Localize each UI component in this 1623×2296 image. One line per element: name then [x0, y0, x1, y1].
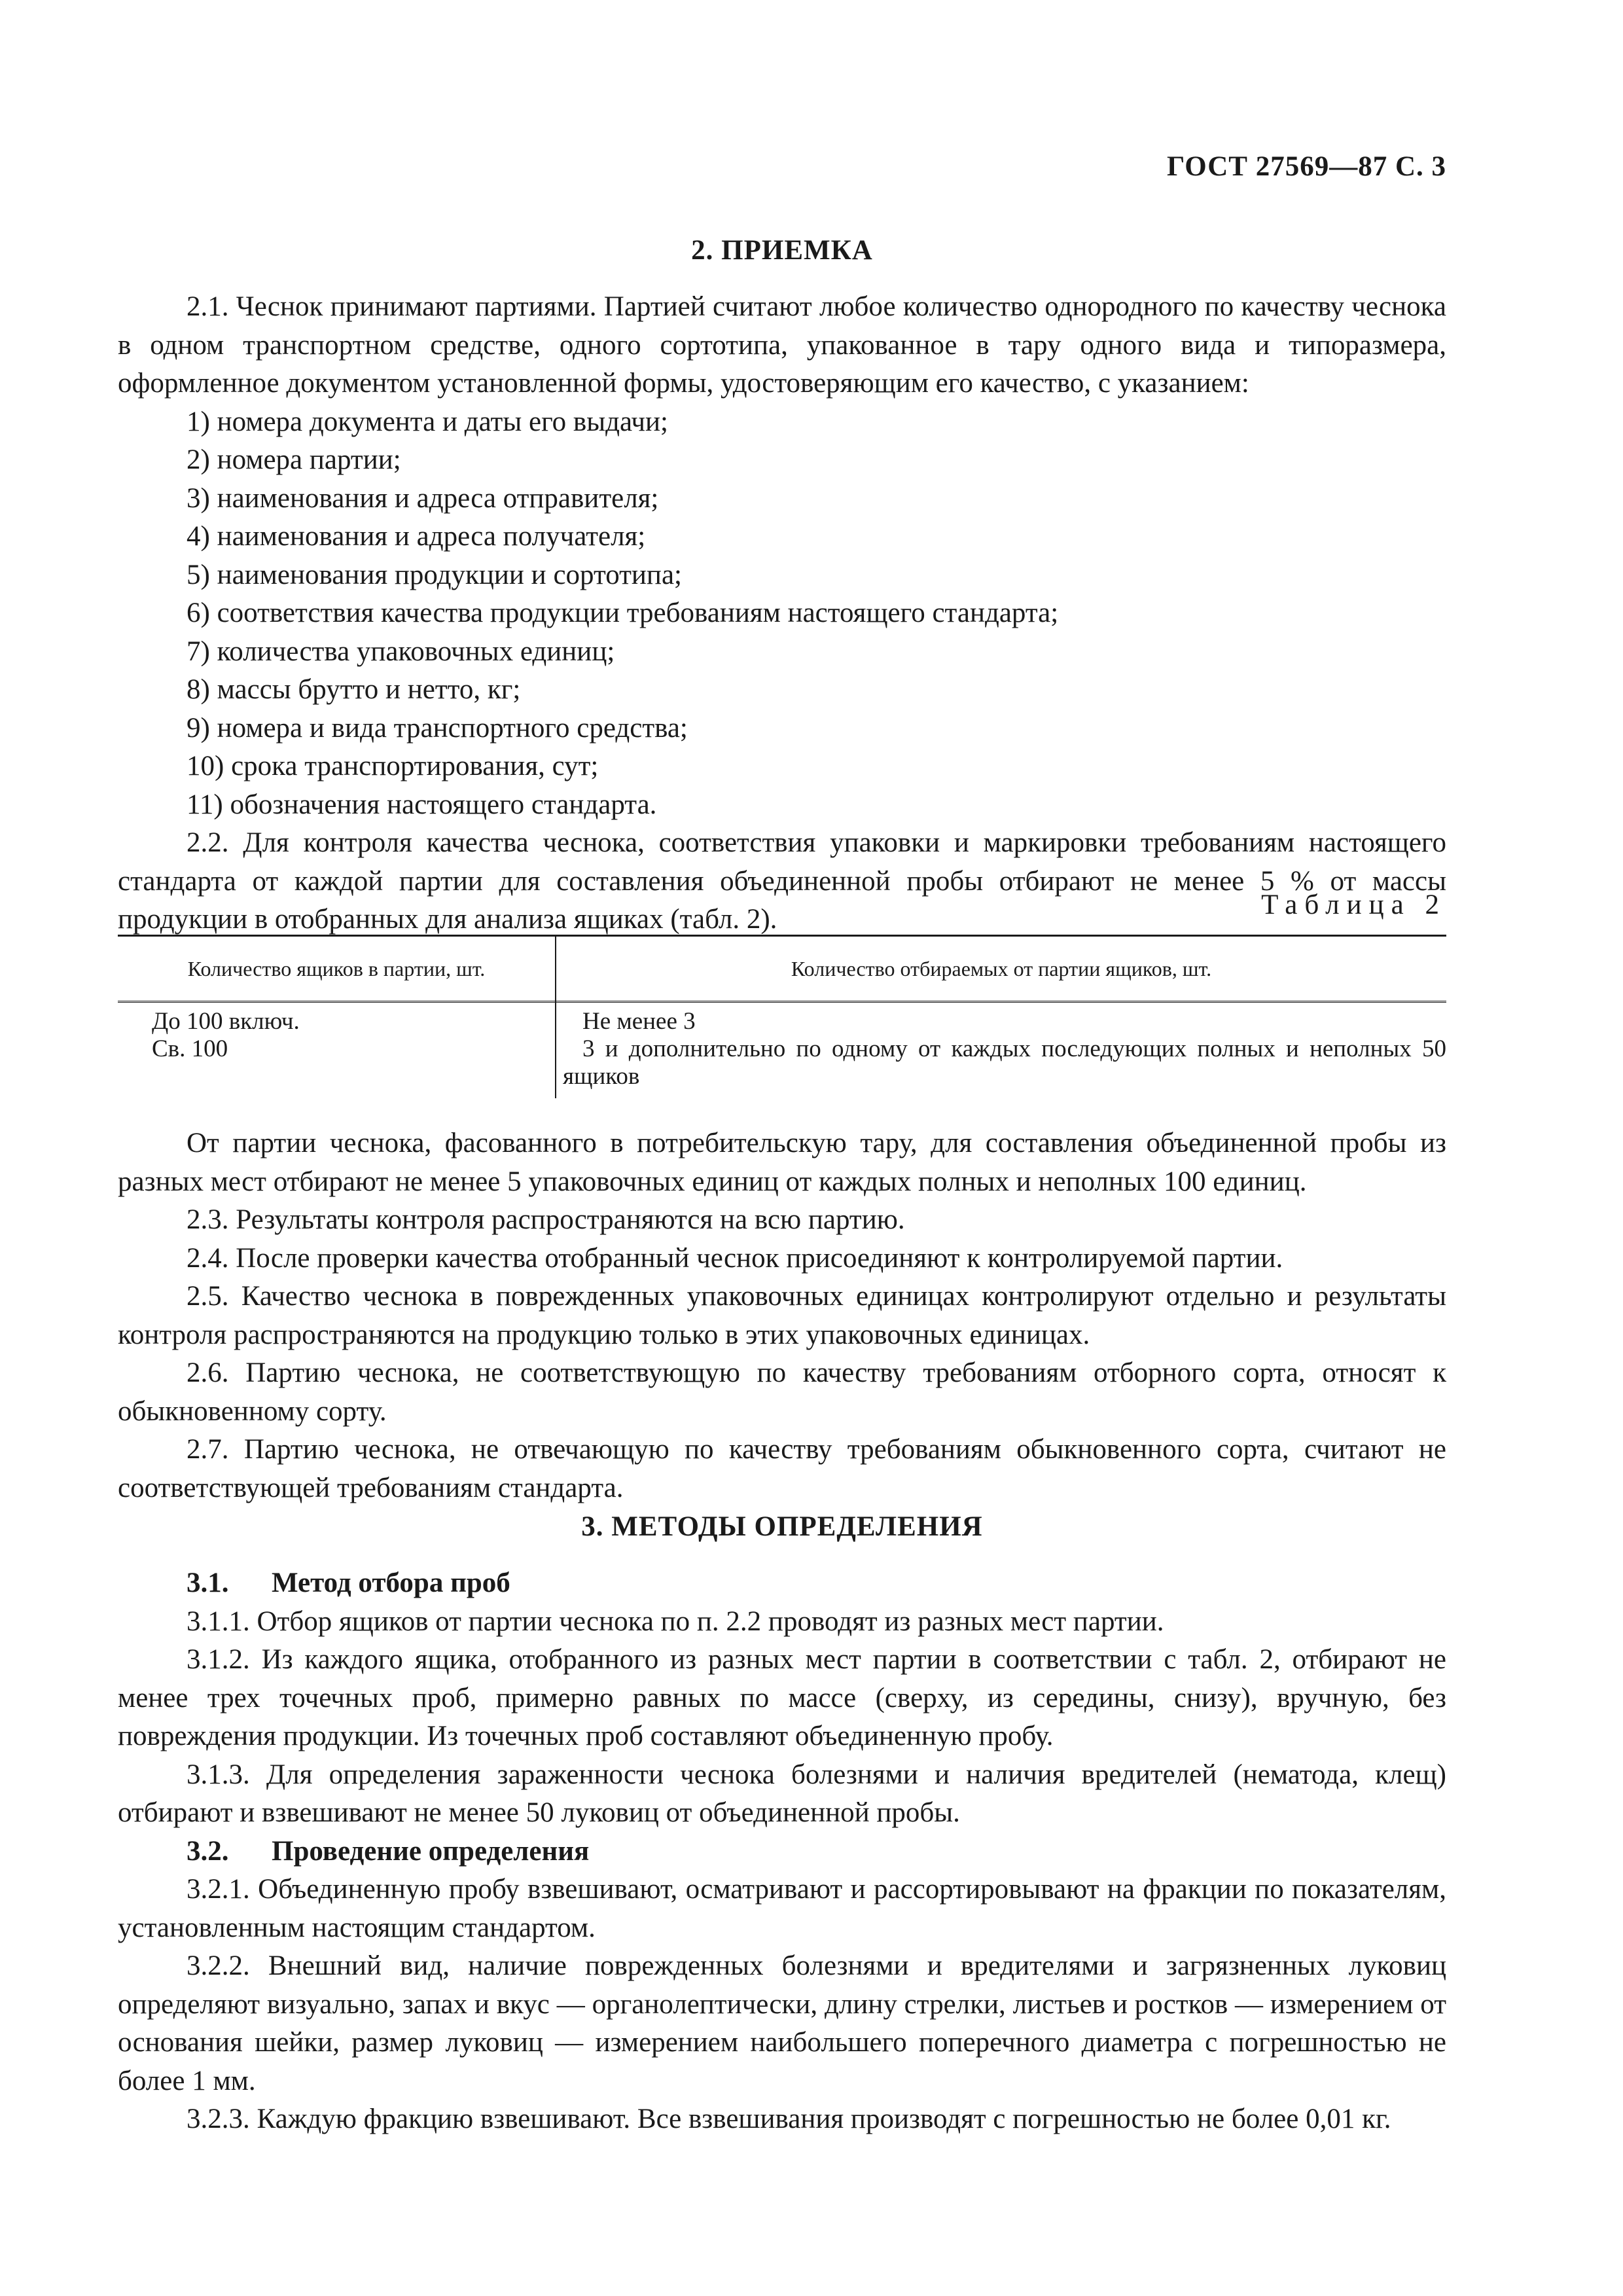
section-2-body-bottom [118, 1124, 1446, 1507]
list-item: 7) количества упаковочных единиц; [187, 636, 615, 667]
section-3-body [118, 1564, 1446, 2139]
paragraph-2-7: 2.7. Партию чеснока, не отвечающую по качеству требованиям обыкновенного сорта, считают не соответствующей требованиям стандарта. [118, 1434, 1446, 1503]
section-2-title: 2. ПРИЕМКА [691, 235, 873, 266]
list-item: 1) номера документа и даты его выдачи; [187, 406, 668, 437]
subsection-number: 3.1. [187, 1568, 229, 1598]
list-item: 4) наименования и адреса получателя; [187, 521, 646, 552]
table-cell-sample: Не менее 3 [582, 1008, 696, 1035]
subsection-3-2-heading [118, 1833, 1446, 1871]
table-column-divider [555, 935, 556, 1098]
paragraph-3-1-2: 3.1.2. Из каждого ящика, отобранного из разных мест партии в соответствии с табл. 2, отбирают не менее трех точечных проб, примерно равных по массе (сверху, из середины, снизу), вручную, без повреждения продукции. Из точечных проб составляют объединенную пробу. [118, 1644, 1446, 1751]
paragraph-2-1: 2.1. Чеснок принимают партиями. Партией считают любое количество однородного по качеству чеснока в одном транспортном средстве, одного сортотипа, упакованное в тару одного вида и типоразмера, оформленное документом установленной формы, удостоверяющим его качество, с указанием: [118, 291, 1446, 399]
list-item: 5) наименования продукции и сортотипа; [187, 559, 682, 590]
paragraph-2-4: 2.4. После проверки качества отобранный чеснок присоединяют к контролируемой партии. [187, 1242, 1283, 1274]
paragraph-2-3: 2.3. Результаты контроля распространяются на всю партию. [187, 1204, 905, 1235]
running-head: ГОСТ 27569—87 С. 3 [1166, 151, 1446, 182]
subsection-title: Проведение определения [272, 1835, 590, 1867]
table-caption: Таблица 2 [1261, 889, 1446, 920]
paragraph-3-1-1: 3.1.1. Отбор ящиков от партии чеснока по п. 2.2 проводят из разных мест партии. [187, 1605, 1164, 1637]
document-page [118, 0, 1446, 2296]
list-item: 2) номера партии; [187, 444, 401, 475]
paragraph-3-1-3: 3.1.3. Для определения зараженности чеснока болезнями и наличия вредителей (нематода, клещ) отбирают и взвешивают не менее 50 луковиц от объединенной пробы. [118, 1759, 1446, 1828]
list-item: 3) наименования и адреса отправителя; [187, 482, 659, 514]
subsection-title: Метод отбора проб [272, 1568, 510, 1598]
paragraph-3-2-2: 3.2.2. Внешний вид, наличие поврежденных болезнями и вредителями и загрязненных луковиц определяют визуально, запах и вкус — органолептически, длину стрелки, листьев и ростков — измерением от основания шейки, размер луковиц — измерением наибольшего поперечного диаметра с погрешностью не более 1 мм. [118, 1950, 1446, 2096]
list-item: 11) обозначения настоящего стандарта. [187, 789, 657, 820]
subsection-number: 3.2. [187, 1835, 229, 1867]
list-item: 8) массы брутто и нетто, кг; [187, 674, 521, 705]
paragraph-2-6: 2.6. Партию чеснока, не соответствующую по качеству требованиям отборного сорта, относят к обыкновенному сорту. [118, 1357, 1446, 1427]
table-header-sample-count: Количество отбираемых от партии ящиков, шт. [791, 956, 1212, 980]
table-header [118, 935, 1446, 1003]
section-2-body-top [118, 288, 1446, 939]
paragraph-2-2: 2.2. Для контроля качества чеснока, соответствия упаковки и маркировки требованиям настоящего стандарта от каждой партии для составления объединенной пробы отбирают не менее 5 % от массы продукции в отобранных для анализа ящиках (табл. 2). [118, 827, 1446, 935]
sampling-table [118, 935, 1446, 1098]
table-cell-lot: До 100 включ. [152, 1008, 300, 1035]
list-item: 10) срока транспортирования, сут; [187, 751, 599, 781]
paragraph-3-2-1: 3.2.1. Объединенную пробу взвешивают, осматривают и рассортировывают на фракции по показателям, установленным настоящим стандартом. [118, 1874, 1446, 1943]
table-cell-sample: 3 и дополнительно по одному от каждых последующих полных и неполных 50 ящиков [563, 1035, 1446, 1090]
table-header-lot-count: Количество ящиков в партии, шт. [187, 956, 486, 980]
table-cell-lot: Св. 100 [152, 1035, 228, 1062]
list-item: 9) номера и вида транспортного средства; [187, 712, 688, 744]
paragraph-packaged: От партии чеснока, фасованного в потребительскую тару, для составления объединенной пробы из разных мест отбирают не менее 5 упаковочных единиц от каждых полных и неполных 100 единиц. [118, 1128, 1446, 1197]
paragraph-3-2-3: 3.2.3. Каждую фракцию взвешивают. Все взвешивания производят с погрешностью не более 0,01 кг. [187, 2104, 1391, 2134]
list-item: 6) соответствия качества продукции требованиям настоящего стандарта; [187, 598, 1059, 628]
section-3-title: 3. МЕТОДЫ ОПРЕДЕЛЕНИЯ [581, 1511, 983, 1542]
paragraph-2-5: 2.5. Качество чеснока в поврежденных упаковочных единицах контролируют отдельно и результаты контроля распространяются на продукцию только в этих упаковочных единицах. [118, 1281, 1446, 1350]
subsection-3-1-heading [118, 1564, 1446, 1603]
